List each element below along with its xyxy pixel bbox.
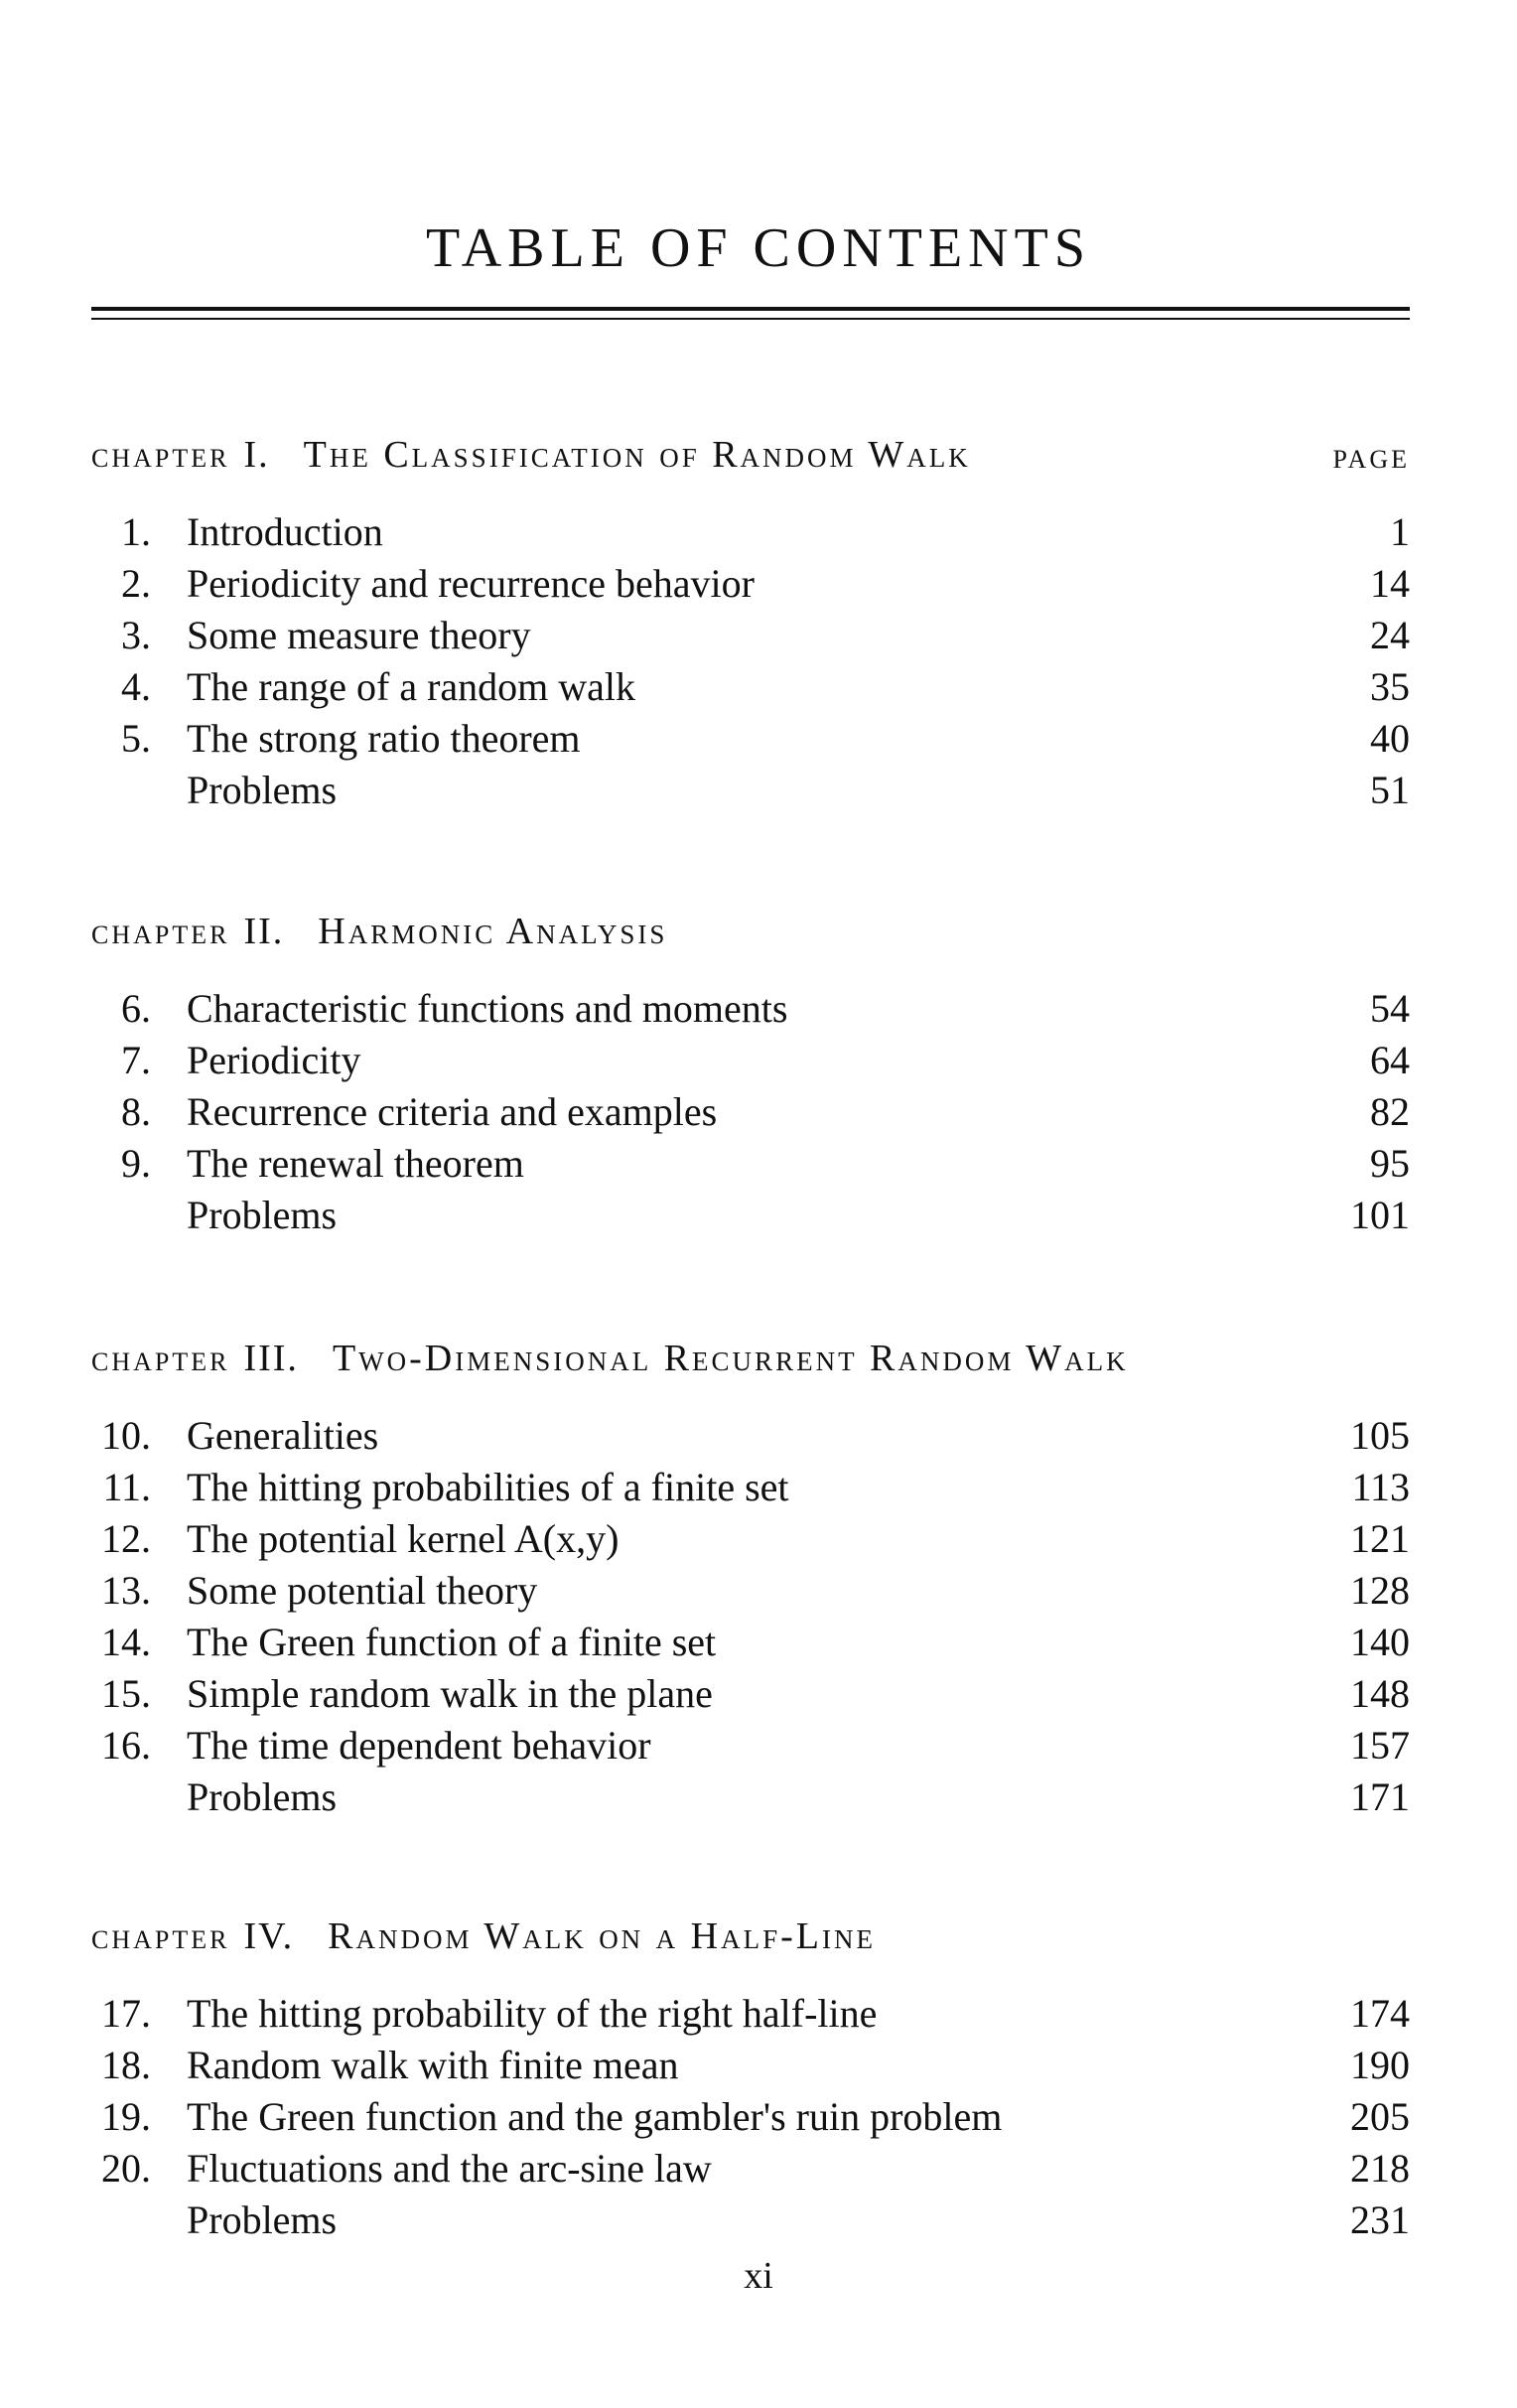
chapter-title: Two-Dimensional Recurrent Random Walk — [332, 1338, 1129, 1379]
chapter-word: CHAPTER — [91, 444, 230, 473]
toc-entry-problems[interactable] — [91, 2195, 1410, 2246]
section-number: 11. — [102, 1465, 151, 1509]
section-number: 19. — [101, 2094, 151, 2139]
page-number: 40 — [1370, 716, 1410, 761]
toc-entry[interactable] — [91, 713, 1410, 765]
page-number: 218 — [1350, 2146, 1410, 2191]
section-title: Problems — [187, 768, 338, 812]
chapter-numeral: IV. — [243, 1915, 295, 1957]
section-list — [91, 1988, 1410, 2246]
toc-entry[interactable] — [91, 983, 1410, 1035]
page-number: 148 — [1350, 1671, 1410, 1716]
section-title: Introduction — [187, 509, 383, 554]
toc-entry[interactable] — [91, 2143, 1410, 2195]
chapter-heading — [91, 433, 1410, 477]
toc-entry-problems[interactable] — [91, 765, 1410, 816]
section-list — [91, 506, 1410, 816]
toc-entry[interactable] — [91, 661, 1410, 713]
chapter-heading — [91, 1337, 1410, 1380]
page-number: 51 — [1370, 768, 1410, 812]
page-number: 54 — [1370, 986, 1410, 1031]
section-title: Characteristic functions and moments — [187, 986, 788, 1031]
chapter-4 — [91, 1914, 1410, 2246]
toc-entry[interactable] — [91, 1086, 1410, 1138]
section-number: 9. — [121, 1141, 151, 1186]
section-title: The range of a random walk — [187, 664, 636, 709]
section-list — [91, 983, 1410, 1241]
page-number: 113 — [1351, 1465, 1410, 1509]
chapter-heading — [91, 1914, 1410, 1958]
section-title: The time dependent behavior — [187, 1723, 651, 1768]
section-number: 7. — [121, 1038, 151, 1082]
page-number: 231 — [1350, 2197, 1410, 2242]
section-number: 15. — [101, 1671, 151, 1716]
page-number: 24 — [1370, 613, 1410, 657]
section-title: Problems — [187, 1774, 338, 1819]
section-title: The Green function and the gambler's ruin problem — [187, 2094, 1003, 2139]
chapter-numeral: I. — [243, 434, 270, 476]
section-title: Some measure theory — [187, 613, 531, 657]
section-title: Problems — [187, 1193, 338, 1237]
section-title: The Green function of a finite set — [187, 1620, 717, 1664]
section-title: Periodicity — [187, 1038, 361, 1082]
section-title: Problems — [187, 2197, 338, 2242]
chapter-word: CHAPTER — [91, 921, 230, 949]
page-number: 14 — [1370, 561, 1410, 606]
toc-entry-problems[interactable] — [91, 1190, 1410, 1241]
folio-page-number: xi — [744, 2255, 773, 2297]
toc-entry[interactable] — [91, 1668, 1410, 1720]
section-title: Random walk with finite mean — [187, 2043, 679, 2087]
title-rule-thick — [91, 307, 1410, 311]
chapter-heading — [91, 910, 1410, 953]
section-title: The hitting probability of the right half-line — [187, 1991, 878, 2036]
toc-entry[interactable] — [91, 1462, 1410, 1513]
chapter-word: CHAPTER — [91, 1347, 230, 1376]
chapter-numeral: III. — [243, 1338, 299, 1379]
section-list — [91, 1410, 1410, 1823]
section-number: 1. — [121, 509, 151, 554]
title-rule-thin — [91, 318, 1410, 320]
page-column-label: PAGE — [1332, 445, 1410, 474]
section-number: 4. — [121, 664, 151, 709]
page-number: 190 — [1350, 2043, 1410, 2087]
chapter-1 — [91, 433, 1410, 816]
section-number: 16. — [101, 1723, 151, 1768]
toc-entry[interactable] — [91, 558, 1410, 610]
page-number: 105 — [1350, 1413, 1410, 1458]
page-number: 128 — [1350, 1568, 1410, 1613]
toc-entry[interactable] — [91, 1410, 1410, 1462]
chapter-title: Harmonic Analysis — [318, 911, 668, 952]
chapter-numeral: II. — [243, 911, 285, 952]
section-number: 5. — [121, 716, 151, 761]
section-title: The renewal theorem — [187, 1141, 524, 1186]
section-number: 10. — [101, 1413, 151, 1458]
page-number: 171 — [1350, 1774, 1410, 1819]
toc-entry[interactable] — [91, 2040, 1410, 2091]
page-number: 121 — [1350, 1516, 1410, 1561]
chapter-2 — [91, 910, 1410, 1241]
section-title: The strong ratio theorem — [187, 716, 581, 761]
toc-entry-problems[interactable] — [91, 1771, 1410, 1823]
toc-entry[interactable] — [91, 1035, 1410, 1086]
page-number: 82 — [1370, 1089, 1410, 1134]
chapter-3 — [91, 1337, 1410, 1823]
section-title: The hitting probabilities of a finite set — [187, 1465, 789, 1509]
section-title: Fluctuations and the arc-sine law — [187, 2146, 712, 2191]
toc-entry[interactable] — [91, 1988, 1410, 2040]
section-number: 17. — [101, 1991, 151, 2036]
page-number: 157 — [1350, 1723, 1410, 1768]
section-title: The potential kernel A(x,y) — [187, 1516, 620, 1561]
section-number: 12. — [101, 1516, 151, 1561]
page-title: TABLE OF CONTENTS — [426, 216, 1091, 279]
chapter-word: CHAPTER — [91, 1925, 230, 1954]
page-number: 205 — [1350, 2094, 1410, 2139]
section-number: 14. — [101, 1620, 151, 1664]
section-title: Periodicity and recurrence behavior — [187, 561, 755, 606]
page-number: 1 — [1390, 509, 1410, 554]
toc-entry[interactable] — [91, 506, 1410, 558]
section-number: 18. — [101, 2043, 151, 2087]
toc-entry[interactable] — [91, 2091, 1410, 2143]
section-title: Recurrence criteria and examples — [187, 1089, 718, 1134]
section-number: 8. — [121, 1089, 151, 1134]
toc-entry[interactable] — [91, 1720, 1410, 1771]
toc-entry[interactable] — [91, 1513, 1410, 1565]
section-title: Some potential theory — [187, 1568, 538, 1613]
toc-entry[interactable] — [91, 1565, 1410, 1617]
section-number: 2. — [121, 561, 151, 606]
section-number: 13. — [101, 1568, 151, 1613]
section-number: 20. — [101, 2146, 151, 2191]
section-number: 6. — [121, 986, 151, 1031]
page-number: 35 — [1370, 664, 1410, 709]
page-number: 140 — [1350, 1620, 1410, 1664]
page-number: 174 — [1350, 1991, 1410, 2036]
page-number: 101 — [1350, 1193, 1410, 1237]
section-number: 3. — [121, 613, 151, 657]
section-title: Generalities — [187, 1413, 379, 1458]
page-number: 64 — [1370, 1038, 1410, 1082]
chapter-title: The Classification of Random Walk — [303, 434, 971, 476]
toc-entry[interactable] — [91, 1138, 1410, 1190]
toc-entry[interactable] — [91, 1617, 1410, 1668]
toc-entry[interactable] — [91, 610, 1410, 661]
page-number: 95 — [1370, 1141, 1410, 1186]
section-title: Simple random walk in the plane — [187, 1671, 713, 1716]
chapter-title: Random Walk on a Half-Line — [328, 1915, 876, 1957]
